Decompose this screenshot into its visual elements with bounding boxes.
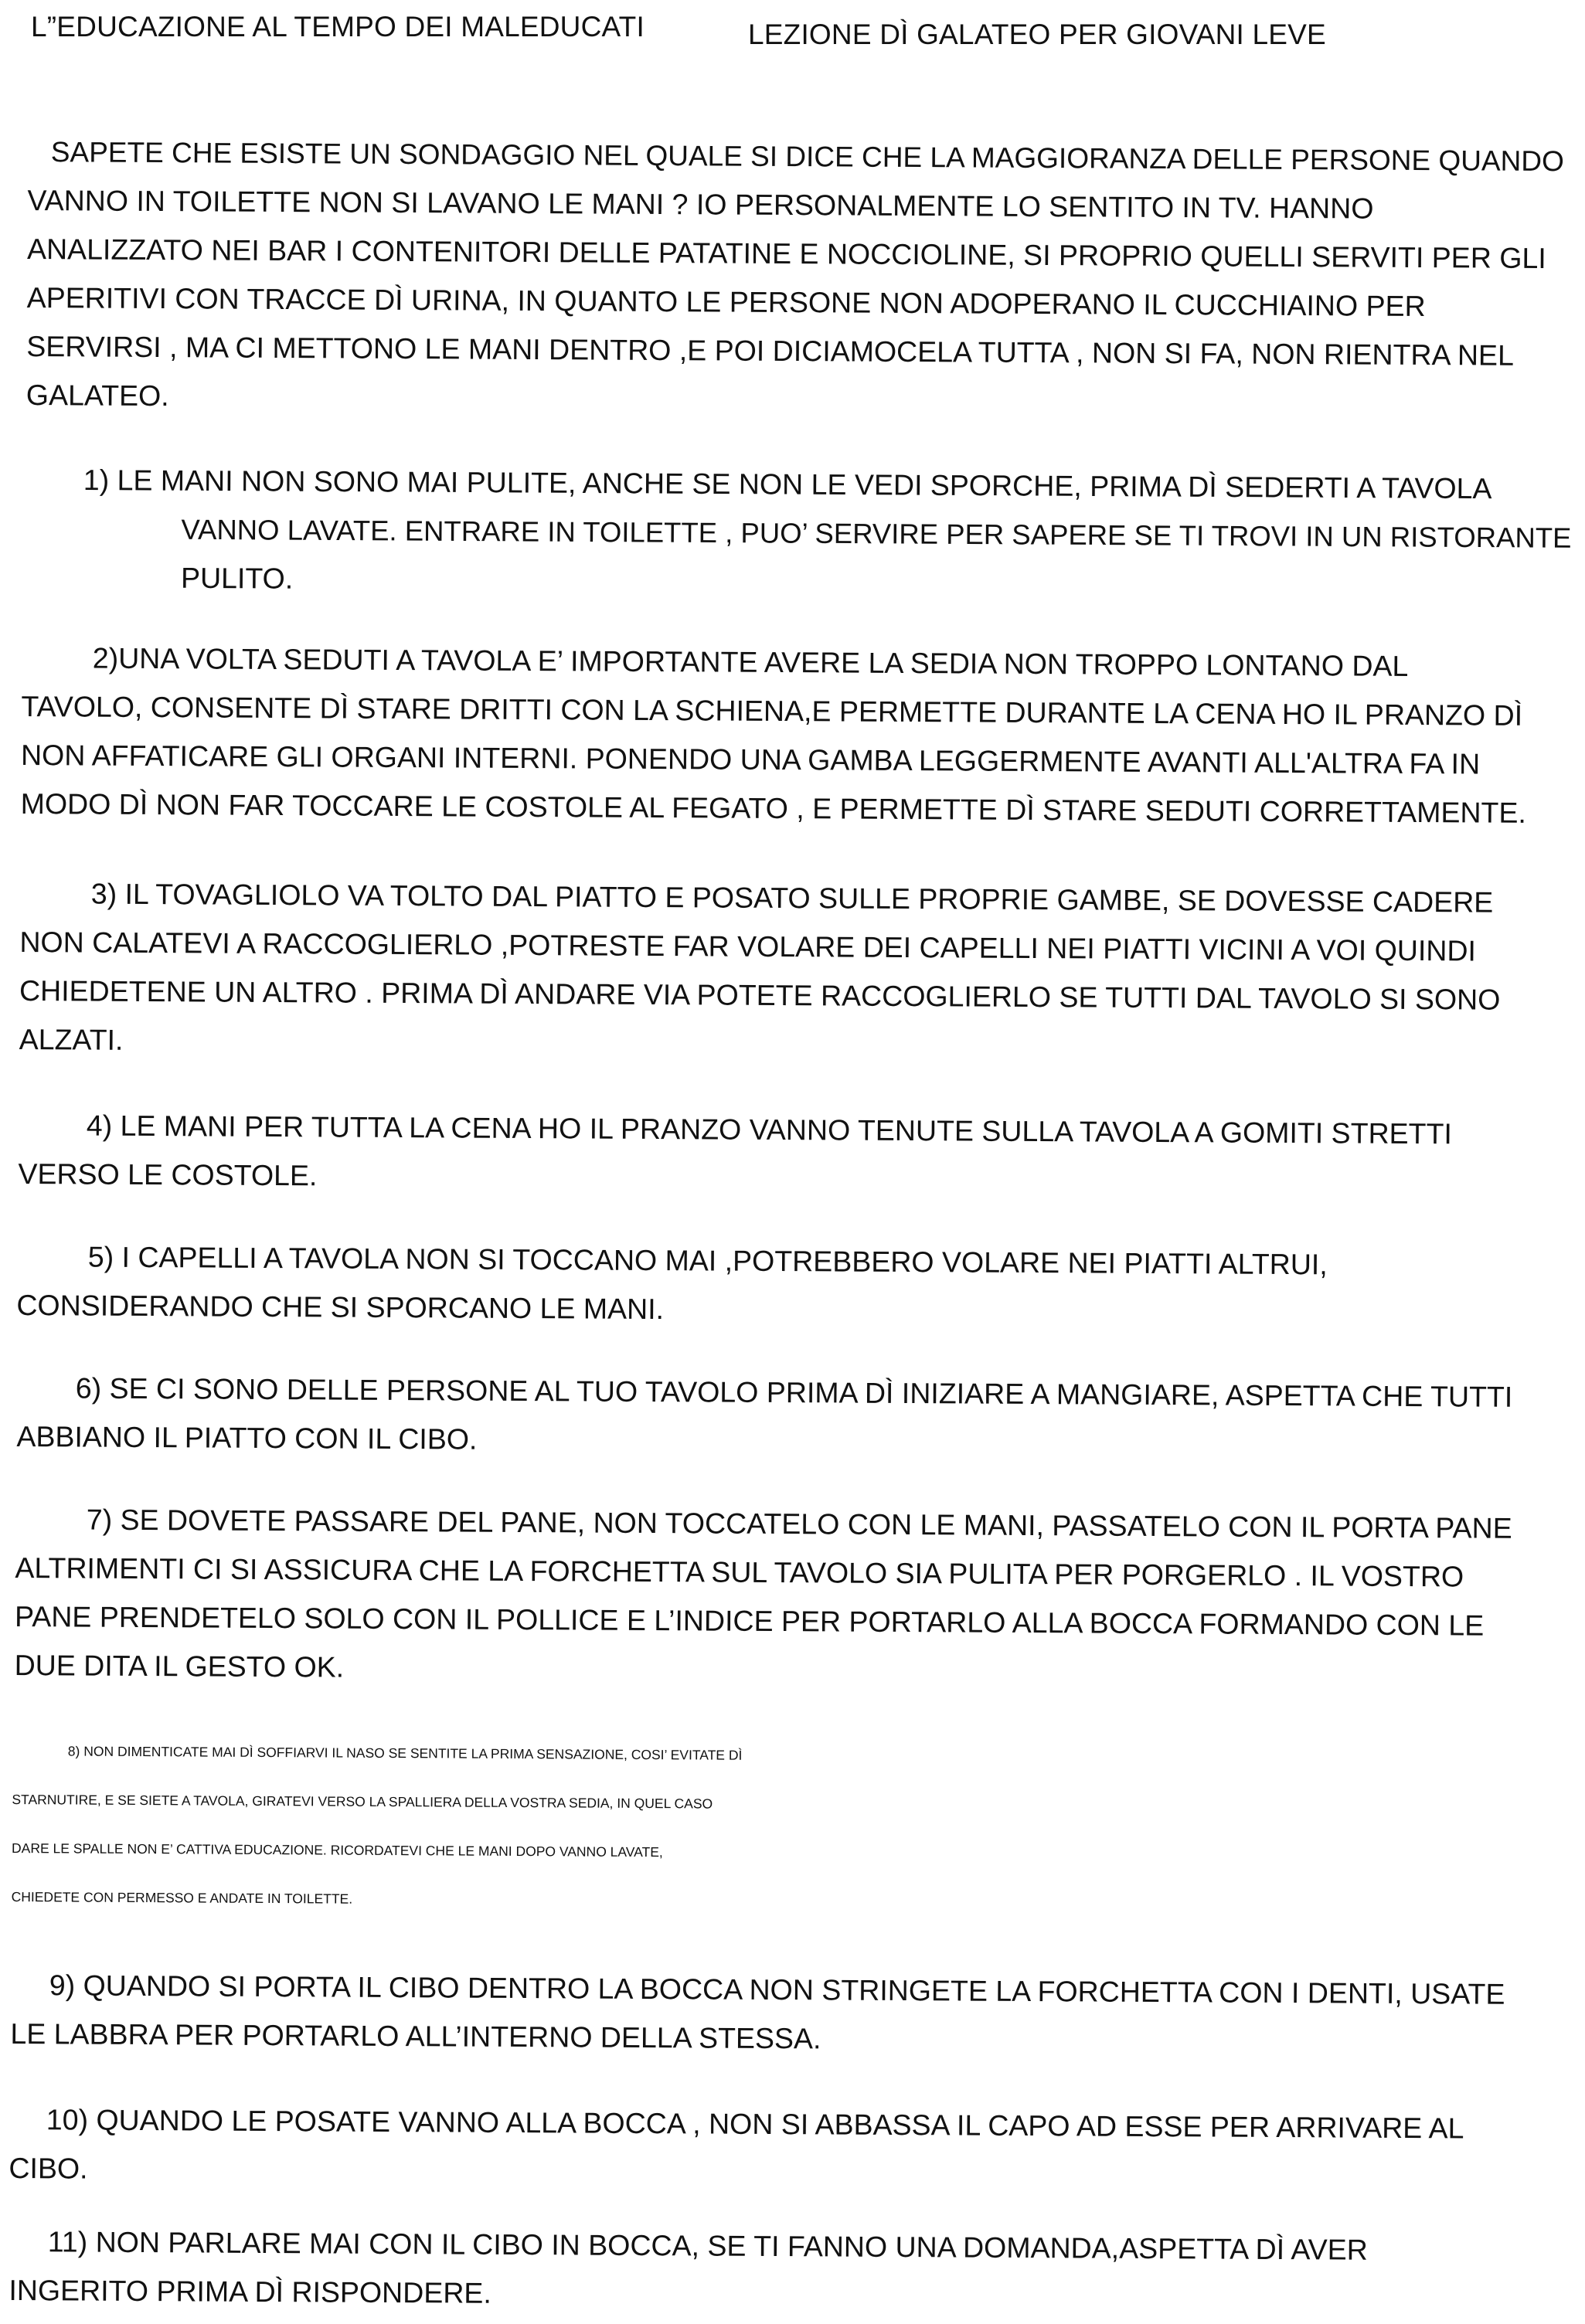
rule-line: 4) LE MANI PER TUTTA LA CENA HO IL PRANZO VANNO TENUTE SULLA TAVOLA A GOMITI STRETTI (86, 1109, 1453, 1150)
rule-line: DARE LE SPALLE NON E’ CATTIVA EDUCAZIONE. RICORDATEVI CHE LE MANI DOPO VANNO LAVATE, (11, 1840, 663, 1860)
intro-line: APERITIVI CON TRACCE DÌ URINA, IN QUANTO LE PERSONE NON ADOPERANO IL CUCCHIAINO PER (26, 280, 1426, 323)
rule-line: 6) SE CI SONO DELLE PERSONE AL TUO TAVOLO PRIMA DÌ INIZIARE A MANGIARE, ASPETTA CHE TUTTI (75, 1371, 1513, 1413)
rule-line: PANE PRENDETELO SOLO CON IL POLLICE E L’INDICE PER PORTARLO ALLA BOCCA FORMANDO CON LE (14, 1599, 1485, 1642)
rule-line: CONSIDERANDO CHE SI SPORCANO LE MANI. (16, 1288, 665, 1326)
intro-line: SAPETE CHE ESISTE UN SONDAGGIO NEL QUALE SI DICE CHE LA MAGGIORANZA DELLE PERSONE QUANDO (50, 136, 1564, 178)
rule-2 (20, 634, 1567, 838)
rule-line: 3) IL TOVAGLIOLO VA TOLTO DAL PIATTO E POSATO SULLE PROPRIE GAMBE, SE DOVESSE CADERE (90, 877, 1494, 919)
intro-paragraph (26, 127, 1566, 429)
rule-line: STARNUTIRE, E SE SIETE A TAVOLA, GIRATEVI VERSO LA SPALLIERA DELLA VOSTRA SEDIA, IN QUEL CASO (12, 1791, 713, 1812)
rule-line: 9) QUANDO SI PORTA IL CIBO DENTRO LA BOCCA NON STRINGETE LA FORCHETTA CON I DENTI, USATE (49, 1969, 1505, 2010)
rule-line: CIBO. (9, 2151, 88, 2185)
rule-line: CHIEDETE CON PERMESSO E ANDATE IN TOILETTE. (11, 1888, 353, 1907)
rule-line: 1) LE MANI NON SONO MAI PULITE, ANCHE SE NON LE VEDI SPORCHE, PRIMA DÌ SEDERTI A TAVOLA (83, 463, 1492, 505)
rule-line: LE LABBRA PER PORTARLO ALL’INTERNO DELLA STESSA. (10, 2017, 821, 2055)
rule-line: PULITO. (180, 561, 294, 595)
rule-3 (19, 869, 1566, 1073)
rule-line: TAVOLO, CONSENTE DÌ STARE DRITTI CON LA SCHIENA,E PERMETTE DURANTE LA CENA HO IL PRANZO DÌ (21, 689, 1523, 732)
rule-11 (9, 2217, 1570, 2324)
rule-line: VANNO LAVATE. ENTRARE IN TOILETTE , PUO’ SERVIRE PER SAPERE SE TI TROVI IN UN RISTORANTE (181, 513, 1572, 554)
rule-line: 8) NON DIMENTICATE MAI DÌ SOFFIARVI IL NASO SE SENTITE LA PRIMA SENSAZIONE, COSI’ EVITATE DÌ (67, 1743, 743, 1763)
lesson-subtitle: LEZIONE DÌ GALATEO PER GIOVANI LEVE (748, 19, 1326, 50)
rule-7 (14, 1495, 1569, 1699)
rule-line: 2)UNA VOLTA SEDUTI A TAVOLA E’ IMPORTANTE AVERE LA SEDIA NON TROPPO LONTANO DAL (92, 641, 1409, 682)
rule-9 (10, 1961, 1572, 2067)
rule-line: 5) I CAPELLI A TAVOLA NON SI TOCCANO MAI ,POTREBBERO VOLARE NEI PIATTI ALTRUI, (87, 1240, 1328, 1281)
rule-line: VERSO LE COSTOLE. (18, 1157, 318, 1192)
rule-6 (16, 1364, 1563, 1470)
page-header (31, 11, 1546, 57)
rule-line: 11) NON PARLARE MAI CON IL CIBO IN BOCCA, SE TI FANNO UNA DOMANDA,ASPETTA DÌ AVER (47, 2225, 1368, 2266)
rule-line: DUE DITA IL GESTO OK. (14, 1648, 345, 1684)
rule-line: 10) QUANDO LE POSATE VANNO ALLA BOCCA , NON SI ABBASSA IL CAPO AD ESSE PER ARRIVARE AL (46, 2103, 1464, 2145)
rule-line: CHIEDETENE UN ALTRO . PRIMA DÌ ANDARE VIA POTETE RACCOGLIERLO SE TUTTI DAL TAVOLO SI SONO (19, 973, 1501, 1016)
intro-line: VANNO IN TOILETTE NON SI LAVANO LE MANI ? IO PERSONALMENTE LO SENTITO IN TV. HANNO (27, 183, 1374, 225)
rule-4 (18, 1101, 1564, 1208)
rule-line: NON CALATEVI A RACCOGLIERLO ,POTRESTE FAR VOLARE DEI CAPELLI NEI PIATTI VICINI A VOI QUINDI (19, 925, 1477, 967)
rule-line: MODO DÌ NON FAR TOCCARE LE COSTOLE AL FEGATO , E PERMETTE DÌ STARE SEDUTI CORRETTAMENTE. (20, 787, 1526, 829)
intro-line: SERVIRSI , MA CI METTONO LE MANI DENTRO ,E POI DICIAMOCELA TUTTA , NON SI FA, NON RIENTRA NEL (26, 329, 1515, 372)
rule-line: NON AFFATICARE GLI ORGANI INTERNI. PONENDO UNA GAMBA LEGGERMENTE AVANTI ALL'ALTRA FA IN (20, 738, 1481, 780)
document-title: L”EDUCAZIONE AL TEMPO DEI MALEDUCATI (31, 11, 645, 42)
intro-line: GALATEO. (26, 378, 169, 413)
rule-10 (9, 2095, 1570, 2202)
rule-line: ALTRIMENTI CI SI ASSICURA CHE LA FORCHETTA SUL TAVOLO SIA PULITA PER PORGERLO . IL VOSTRO (15, 1551, 1464, 1593)
intro-line: ANALIZZATO NEI BAR I CONTENITORI DELLE PATATINE E NOCCIOLINE, SI PROPRIO QUELLI SERVITI PER GLI (26, 232, 1546, 275)
rule-line: 7) SE DOVETE PASSARE DEL PANE, NON TOCCATELO CON LE MANI, PASSATELO CON IL PORTA PANE (86, 1503, 1512, 1544)
rule-line: ALZATI. (19, 1022, 124, 1056)
rule-5 (16, 1232, 1563, 1339)
rule-1 (83, 456, 1572, 611)
rule-line: INGERITO PRIMA DÌ RISPONDERE. (9, 2273, 491, 2309)
rule-8 (11, 1727, 1573, 1931)
rule-line: ABBIANO IL PIATTO CON IL CIBO. (16, 1419, 478, 1456)
